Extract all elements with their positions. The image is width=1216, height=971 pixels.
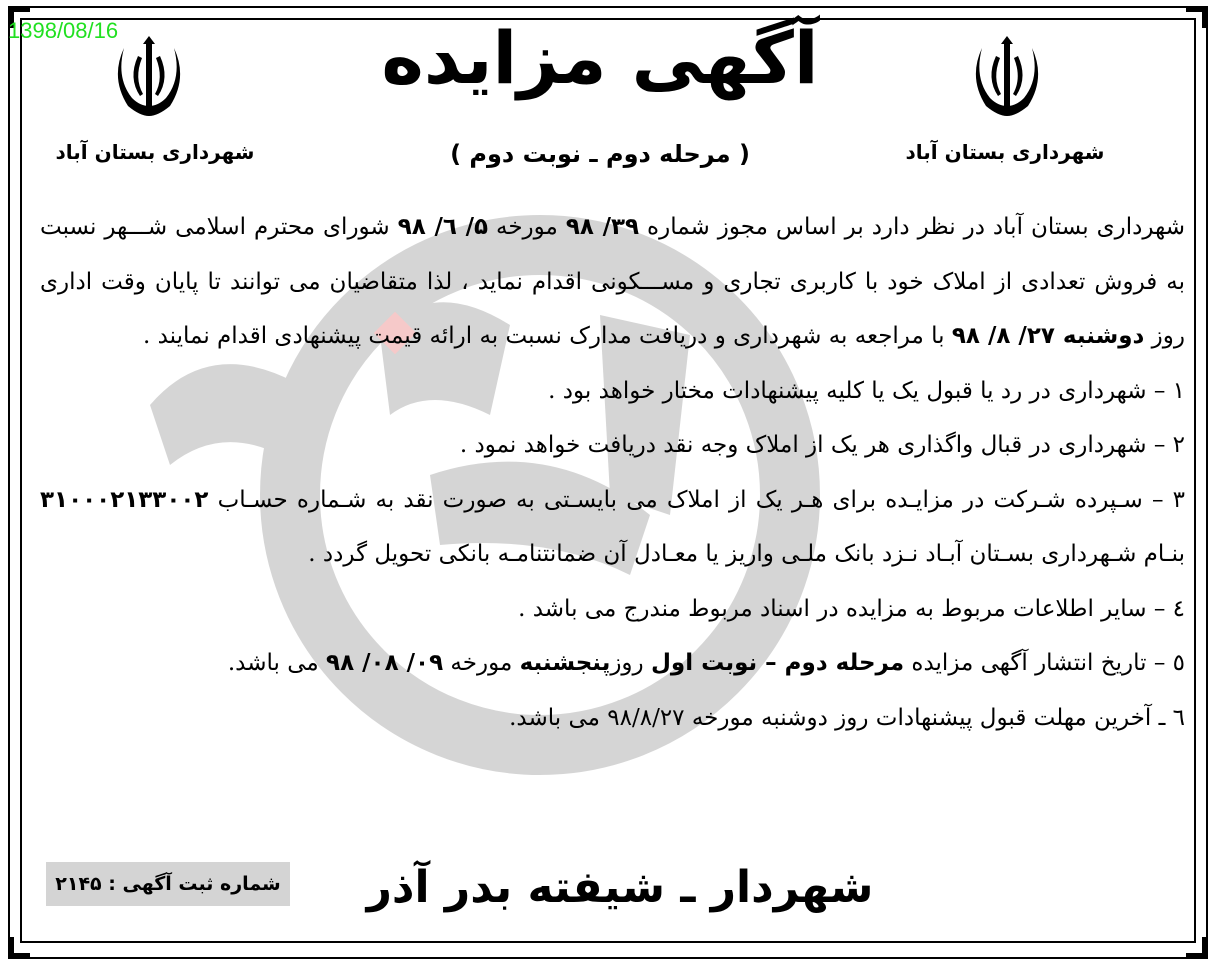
deadline-date: دوشنبه ۲۷/ ۸/ ۹۸	[951, 323, 1145, 349]
condition-item-1: ۱ – شهرداری در رد یا قبول یک یا کلیه پیشنهادات مختار خواهد بود .	[548, 377, 1185, 404]
license-number: ۳۹/ ۹۸	[565, 214, 640, 240]
item-text: ۳ – سـپرده شـرکت در مزایـده برای هـر یک از املاک می بایسـتی به صورت نقد به شـماره حسـاب	[208, 486, 1185, 513]
notice-subtitle: ( مرحله دوم ـ نوبت دوم )	[450, 140, 750, 168]
intro-paragraph	[40, 200, 1185, 364]
corner-ornament	[10, 937, 30, 957]
municipality-name-right: شهرداری بستان آباد	[905, 140, 1105, 164]
registration-number-box: شماره ثبت آگهی : ۲۱۴۵	[46, 862, 290, 906]
date-stamp: 1398/08/16	[8, 18, 119, 43]
intro-text: شهرداری بستان آباد در نظر دارد بر اساس مجوز شماره	[639, 214, 1185, 240]
corner-ornament	[1186, 8, 1206, 28]
publish-date: ۰۹/ ۰۸/ ۹۸	[326, 650, 444, 676]
intro-text: با مراجعه به شهرداری و دریافت مدارک نسبت به ارائه قیمت پیشنهادی اقدام نمایند .	[142, 323, 952, 349]
intro-text: مورخه	[488, 214, 566, 240]
iran-emblem-icon	[110, 36, 188, 120]
account-number: ۳۱۰۰۰۲۱۳۳۰۰۲	[40, 486, 209, 513]
license-date: ۵/ ٦/ ۹۸	[397, 214, 489, 240]
item-text: روز	[610, 650, 651, 676]
publish-phase: مرحله دوم – نوبت اول	[650, 650, 905, 676]
condition-item-3	[40, 473, 1185, 582]
iran-emblem-icon	[968, 36, 1046, 120]
item-text: ٥ – تاریخ انتشار آگهی مزایده	[904, 650, 1185, 676]
corner-ornament	[1186, 937, 1206, 957]
publish-day: پنجشنبه	[519, 650, 611, 676]
item-text: می باشد.	[227, 650, 327, 676]
condition-item-5	[40, 636, 1185, 691]
municipality-name-left: شهرداری بستان آباد	[55, 140, 255, 164]
condition-item-2: ۲ – شهرداری در قبال واگذاری هر یک از املاک وجه نقد دریافت خواهد نمود .	[459, 432, 1185, 458]
intro-text: شورای محترم اسلامی شـــهر نسبت به فروش تعدادی از املاک خود با کاربری تجاری و مســـکونی اقدام نماید ، لذا متقاضیان می توانند تا پایان وقت اداری روز	[40, 214, 1185, 349]
item-text: بنـام شـهرداری بسـتان آبـاد نـزد بانک ملـی واریز یا معـادل آن ضمانتنامـه بانکی تحویل گردد .	[308, 541, 1185, 567]
notice-body	[40, 200, 1185, 745]
notice-title: آگهی مزایده	[381, 16, 819, 100]
item-text: مورخه	[443, 650, 520, 676]
mayor-signature: شهردار ـ شیفته بدر آذر	[366, 862, 874, 913]
condition-item-6: ٦ ـ آخرین مهلت قبول پیشنهادات روز دوشنبه مورخه ۹۸/۸/۲۷ می باشد.	[509, 704, 1185, 731]
condition-item-4: ٤ – سایر اطلاعات مربوط به مزایده در اسناد مربوط مندرج می باشد .	[518, 595, 1185, 622]
